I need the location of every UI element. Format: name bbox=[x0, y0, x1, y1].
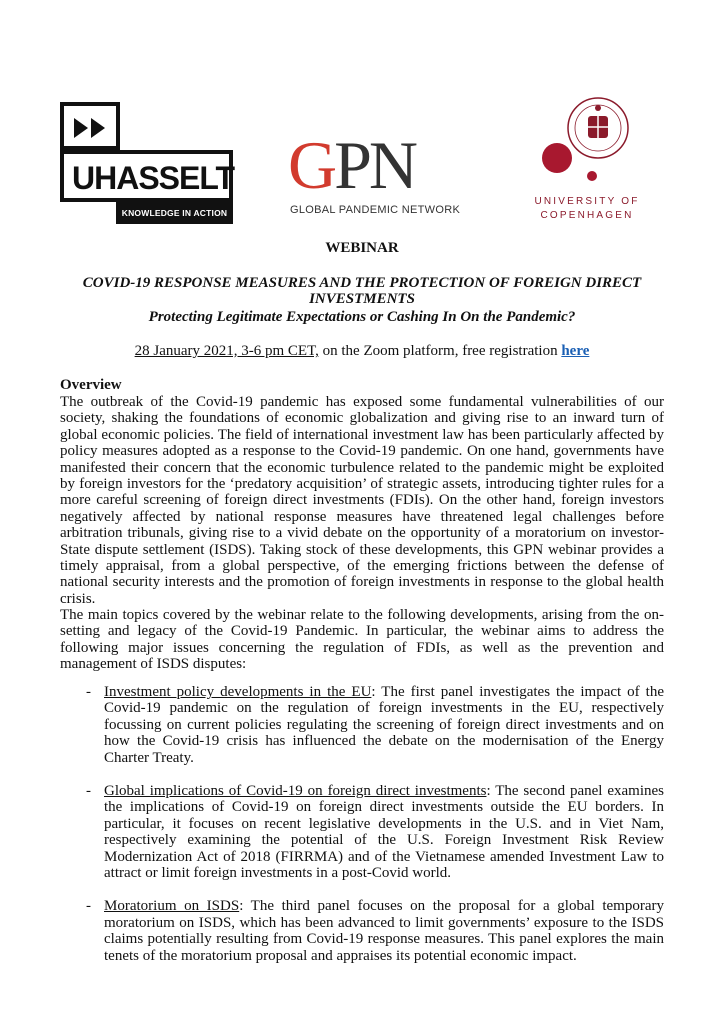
ucph-seal-icon bbox=[522, 96, 642, 192]
list-item bbox=[60, 898, 664, 964]
overview-paragraph-2: The main topics covered by the webinar relate to the following developments, arising from the on-setting and legacy of the Covid-19 Pandemic. In particular, the webinar aims to address the following major issues concerning the regulation of FDIs, as well as the prevention and management of ISDS disputes: bbox=[60, 607, 664, 673]
panel-text: : The second panel examines the implications of Covid-19 on foreign direct investments outside the EU borders. In particular, it focuses on recent legislative developments in the U.S. and in Viet Nam, respectively examining the potential of the U.S. Foreign Investment Risk Review Modernization Act of 2018 (FIRRMA) and of the Vietnamese amended Investment Law to attract or limit foreign investments in a post-Covid world. bbox=[104, 783, 664, 882]
uhasselt-logo bbox=[60, 102, 233, 224]
list-dash: - bbox=[86, 684, 91, 700]
list-dash: - bbox=[86, 898, 91, 915]
gpn-logo bbox=[288, 127, 461, 220]
university-of-copenhagen-logo bbox=[522, 96, 642, 222]
gpn-pn: PN bbox=[334, 127, 416, 203]
ucph-line2: COPENHAGEN bbox=[540, 210, 634, 221]
uhasselt-wordmark: UHASSELT bbox=[72, 160, 235, 196]
event-details bbox=[60, 343, 664, 360]
panel-text: : The first panel investigates the impact of the Covid-19 pandemic on the regulation of foreign investments in the EU, respectively focussing on current policies regulating the screening of foreign direct investments and on how the Covid-19 crisis has influenced the debate on the modernisation of the Energy Charter Treaty. bbox=[104, 684, 664, 766]
event-venue: on the Zoom platform, free registration bbox=[318, 343, 562, 359]
panel-text: : The third panel focuses on the proposal for a global temporary moratorium on ISDS, which has been advanced to limit governments’ exposure to the ISDS claims potentially resulting from Covid-19 response measures. This panel explores the main tenets of the moratorium proposal and appraises its potential economic impact. bbox=[104, 898, 664, 964]
list-item bbox=[60, 684, 664, 766]
registration-link[interactable]: here bbox=[561, 343, 590, 359]
panel-title: Global implications of Covid-19 on foreign direct investments bbox=[104, 783, 487, 800]
fast-forward-icon bbox=[60, 102, 120, 150]
uhasselt-tagline: KNOWLEDGE IN ACTION bbox=[121, 208, 228, 218]
page-subtitle: Protecting Legitimate Expectations or Cashing In On the Pandemic? bbox=[148, 309, 576, 325]
gpn-subtitle: GLOBAL PANDEMIC NETWORK bbox=[290, 204, 461, 216]
list-dash: - bbox=[86, 783, 91, 800]
event-date: 28 January 2021, 3-6 pm CET, bbox=[134, 343, 319, 359]
panel-title: Moratorium on ISDS bbox=[104, 898, 240, 915]
page-title: COVID-19 RESPONSE MEASURES AND THE PROTECTION OF FOREIGN DIRECT INVESTMENTS bbox=[82, 275, 642, 307]
gpn-g: G bbox=[288, 127, 335, 203]
list-item bbox=[60, 783, 664, 881]
panel-title: Investment policy developments in the EU bbox=[104, 684, 372, 700]
ucph-line1: UNIVERSITY OF bbox=[534, 196, 640, 207]
document-kind: WEBINAR bbox=[325, 240, 399, 256]
panel-list bbox=[60, 684, 664, 964]
overview-heading: Overview bbox=[60, 377, 122, 393]
overview-paragraph-1: The outbreak of the Covid-19 pandemic has exposed some fundamental vulnerabilities of our society, shaking the foundations of economic globalization and giving rise to an inward turn of global economic policies. The field of international investment law has been particularly affected by policy measures adopted as a response to the Covid-19 pandemic. On one hand, governments have manifested their concern that the economic turbulence related to the pandemic might be exploited by foreign investors for the ‘predatory acquisition’ of strategic assets, introducing tighter rules for a more careful screening of foreign direct investments (FDIs). On the other hand, foreign investors negatively affected by national response measures have threatened legal challenges before arbitration tribunals, giving rise to a vivid debate on the opportunity of a moratorium on investor-State dispute settlement (ISDS). Taking stock of these developments, this GPN webinar provides a timely appraisal, from a global perspective, of the emerging frictions between the defense of national security interests and the promotion of foreign investments in response to the global health crisis. bbox=[60, 394, 664, 607]
